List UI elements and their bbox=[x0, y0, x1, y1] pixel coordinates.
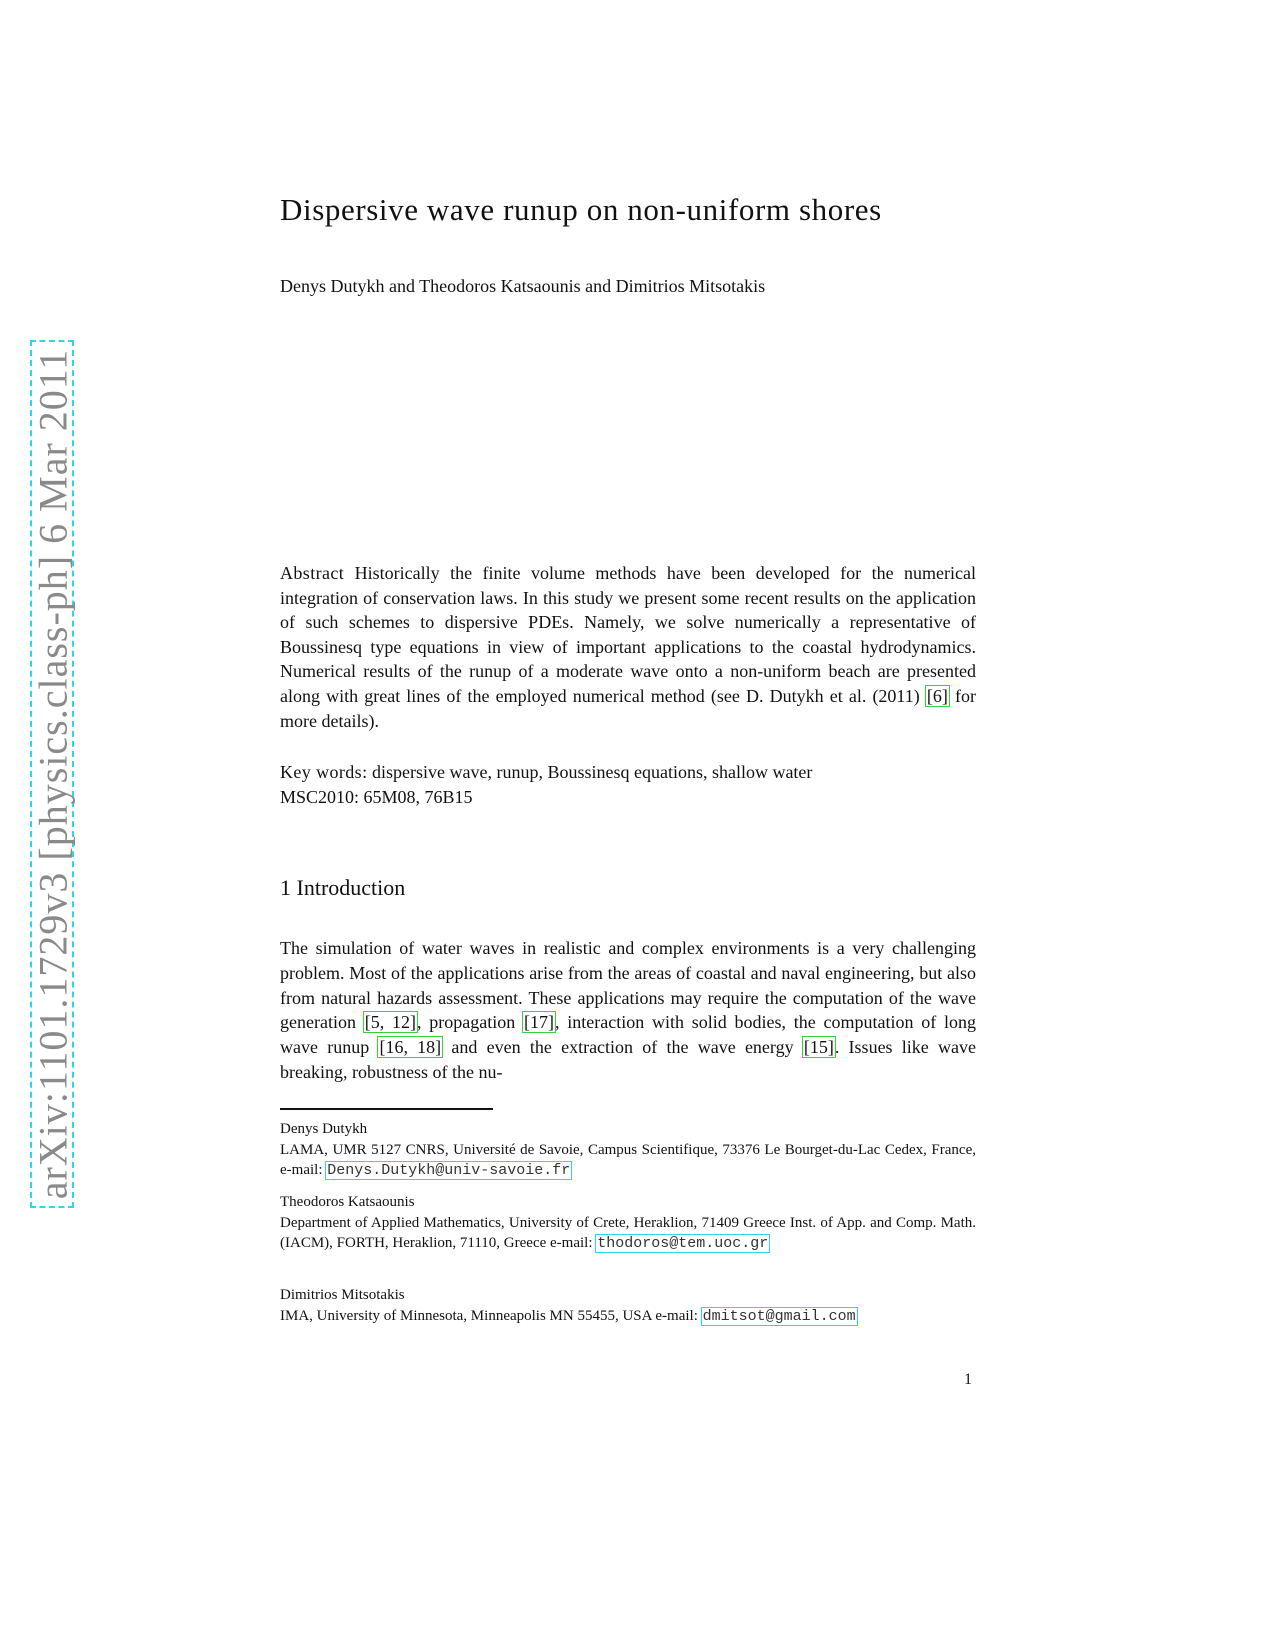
paper-title: Dispersive wave runup on non-uniform shores bbox=[280, 192, 882, 227]
citation-link[interactable]: [17] bbox=[523, 1012, 554, 1033]
intro-text: The simulation of water waves in realistic and complex environments is a very challenging problem. Most of the applications arise from the areas of coastal and naval engineering, but also from natural hazards assessment. These applications may require the computation of the wave generation bbox=[280, 938, 976, 1033]
affiliation-text: LAMA, UMR 5127 CNRS, Université de Savoie, Campus Scientifique, 73376 Le Bourget-du-Lac Cedex, France, e-mail: bbox=[280, 1141, 976, 1178]
page-number: 1 bbox=[964, 1371, 972, 1388]
abstract bbox=[280, 561, 976, 733]
keywords-label: Key words: bbox=[280, 762, 368, 782]
abstract-label: Abstract bbox=[280, 563, 345, 583]
section-number: 1 bbox=[280, 875, 291, 900]
affiliation-name: Dimitrios Mitsotakis bbox=[280, 1287, 405, 1303]
affiliation bbox=[280, 1285, 976, 1327]
intro-text: , interaction with solid bodies, the computation of long wave runup bbox=[280, 1012, 976, 1058]
affiliation-text: IMA, University of Minnesota, Minneapolis MN 55455, USA e-mail: bbox=[280, 1307, 702, 1324]
citation-link[interactable]: [5, 12] bbox=[364, 1012, 416, 1033]
intro-text: and even the extraction of the wave energy bbox=[442, 1037, 803, 1058]
section-heading bbox=[280, 875, 976, 901]
section-title: Introduction bbox=[296, 875, 406, 900]
abstract-text-end: for more details). bbox=[280, 685, 976, 731]
email-link[interactable]: dmitsot@gmail.com bbox=[702, 1307, 856, 1325]
footnote-rule bbox=[280, 1108, 493, 1110]
intro-text: , propagation bbox=[416, 1012, 523, 1033]
keywords-text: dispersive wave, runup, Boussinesq equations, shallow water bbox=[367, 762, 813, 782]
arxiv-stamp-text: arXiv:1101.1729v3 [physics.class-ph] 6 Mar 2011 bbox=[30, 348, 76, 1200]
email-link[interactable]: Denys.Dutykh@univ-savoie.fr bbox=[327, 1162, 571, 1179]
affiliation bbox=[280, 1192, 976, 1255]
intro-paragraph bbox=[280, 936, 976, 1085]
msc-codes: MSC2010: 65M08, 76B15 bbox=[280, 786, 473, 807]
citation-link[interactable]: [16, 18] bbox=[379, 1037, 442, 1058]
arxiv-stamp[interactable] bbox=[30, 340, 76, 1210]
abstract-text: Historically the finite volume methods have been developed for the numerical integration of conservation laws. In this study we present some recent results on the application of such schemes to dispersive PDEs. Namely, we solve numerically a representative of Boussinesq type equations in view of important applications to the coastal hydrodynamics. Numerical results of the runup of a moderate wave onto a non-uniform beach are presented along with great lines of the employed numerical method (see D. Dutykh et al. (2011) bbox=[280, 563, 976, 706]
paper-authors: Denys Dutykh and Theodoros Katsaounis and Dimitrios Mitsotakis bbox=[280, 276, 766, 296]
affiliation bbox=[280, 1119, 976, 1182]
affiliation-name: Theodoros Katsaounis bbox=[280, 1194, 415, 1210]
affiliation-name: Denys Dutykh bbox=[280, 1121, 368, 1137]
citation-link[interactable]: [15] bbox=[803, 1037, 834, 1058]
affiliation-text: Department of Applied Mathematics, University of Crete, Heraklion, 71409 Greece Inst. of App. and Comp. Math. (IACM), FORTH, Heraklion, 71110, Greece e-mail: bbox=[280, 1214, 976, 1251]
intro-text: . Issues like wave breaking, robustness of the nu- bbox=[280, 1037, 976, 1082]
keywords bbox=[280, 760, 976, 809]
email-link[interactable]: thodoros@tem.uoc.gr bbox=[597, 1235, 769, 1252]
citation-link[interactable]: [6] bbox=[926, 685, 948, 706]
